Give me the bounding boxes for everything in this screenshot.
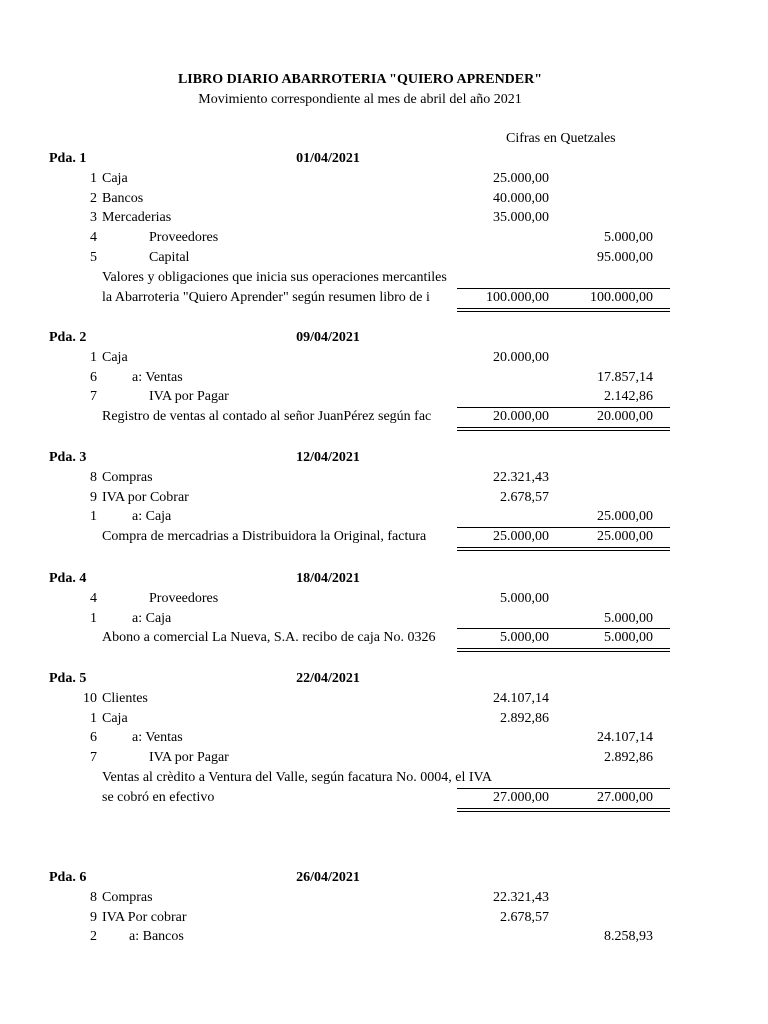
entry-label: Pda. 6 — [49, 870, 87, 885]
account-number: 4 — [90, 230, 97, 246]
total-rule — [457, 788, 670, 789]
entry-description: se cobró en efectivo — [102, 789, 215, 805]
total-debit: 20.000,00 — [493, 409, 549, 425]
account-name: a: Bancos — [129, 929, 184, 945]
total-double-rule-bottom — [457, 311, 670, 312]
account-number: 8 — [90, 469, 97, 485]
account-number: 9 — [90, 909, 97, 925]
account-number: 8 — [90, 889, 97, 905]
page-title: LIBRO DIARIO ABARROTERIA "QUIERO APRENDER" — [177, 72, 543, 87]
currency-note: Cifras en Quetzales — [506, 131, 616, 146]
account-number: 2 — [90, 929, 97, 945]
account-number: 6 — [90, 730, 97, 746]
credit-amount: 2.142,86 — [604, 389, 653, 405]
entry-label: Pda. 2 — [49, 330, 87, 345]
account-name: Compras — [102, 469, 153, 485]
total-debit: 27.000,00 — [493, 789, 549, 805]
debit-amount: 22.321,43 — [493, 469, 549, 485]
account-number: 1 — [90, 509, 97, 525]
debit-amount: 24.107,14 — [493, 690, 549, 706]
debit-amount: 22.321,43 — [493, 889, 549, 905]
credit-amount: 5.000,00 — [604, 610, 653, 626]
credit-amount: 95.000,00 — [597, 250, 653, 265]
total-double-rule-top — [457, 648, 670, 649]
account-number: 1 — [90, 349, 97, 365]
page-subtitle: Movimiento correspondiente al mes de abril del año 2021 — [198, 92, 522, 107]
account-name: a: Ventas — [132, 369, 183, 385]
total-debit: 5.000,00 — [500, 630, 549, 646]
account-name: Mercaderias — [102, 210, 172, 226]
debit-amount: 35.000,00 — [493, 210, 549, 226]
total-double-rule-top — [457, 308, 670, 309]
account-number: 1 — [90, 610, 97, 626]
entry-date: 18/04/2021 — [296, 571, 360, 586]
account-name: IVA por Pagar — [149, 389, 229, 405]
account-number: 10 — [83, 690, 97, 706]
entry-label: Pda. 3 — [49, 450, 87, 465]
credit-amount: 5.000,00 — [604, 230, 653, 246]
debit-amount: 40.000,00 — [493, 190, 549, 206]
account-number: 1 — [90, 170, 97, 186]
account-name: Caja — [102, 349, 128, 365]
entry-date: 26/04/2021 — [296, 870, 360, 885]
total-double-rule-bottom — [457, 811, 670, 812]
entry-description: Abono a comercial La Nueva, S.A. recibo de caja No. 0326 — [102, 630, 436, 646]
account-name: IVA Por cobrar — [102, 909, 187, 925]
total-credit: 25.000,00 — [597, 529, 653, 545]
debit-amount: 5.000,00 — [500, 590, 549, 606]
total-credit: 5.000,00 — [604, 630, 653, 646]
entry-date: 22/04/2021 — [296, 671, 360, 686]
total-double-rule-top — [457, 808, 670, 809]
total-credit: 27.000,00 — [597, 789, 653, 805]
total-credit: 100.000,00 — [590, 289, 653, 305]
account-name: a: Caja — [132, 610, 172, 626]
debit-amount: 2.678,57 — [500, 909, 549, 925]
credit-amount: 17.857,14 — [597, 369, 653, 385]
entry-date: 12/04/2021 — [296, 450, 360, 465]
entry-label: Pda. 1 — [49, 151, 87, 166]
total-credit: 20.000,00 — [597, 409, 653, 425]
account-name: Caja — [102, 170, 128, 186]
total-double-rule-bottom — [457, 430, 670, 431]
debit-amount: 2.892,86 — [500, 710, 549, 726]
entry-date: 09/04/2021 — [296, 330, 360, 345]
account-number: 7 — [90, 750, 97, 766]
account-number: 1 — [90, 710, 97, 726]
account-name: Compras — [102, 889, 153, 905]
total-rule — [457, 628, 670, 629]
total-double-rule-bottom — [457, 550, 670, 551]
total-rule — [457, 527, 670, 528]
credit-amount: 25.000,00 — [597, 509, 653, 525]
entry-label: Pda. 4 — [49, 571, 87, 586]
account-number: 4 — [90, 590, 97, 606]
account-name: Clientes — [102, 690, 148, 706]
total-debit: 100.000,00 — [486, 289, 549, 305]
account-name: Caja — [102, 710, 128, 726]
credit-amount: 2.892,86 — [604, 750, 653, 766]
account-name: Bancos — [102, 190, 144, 206]
account-number: 5 — [90, 250, 97, 265]
entry-description: Valores y obligaciones que inicia sus operaciones mercantiles — [102, 269, 447, 285]
account-name: Capital — [149, 250, 190, 265]
account-number: 7 — [90, 389, 97, 405]
total-rule — [457, 407, 670, 408]
entry-description: Ventas al crèdito a Ventura del Valle, según facatura No. 0004, el IVA — [102, 770, 492, 785]
debit-amount: 2.678,57 — [500, 489, 549, 505]
account-number: 9 — [90, 489, 97, 505]
total-rule — [457, 288, 670, 289]
entry-date: 01/04/2021 — [296, 151, 360, 166]
account-number: 3 — [90, 210, 97, 226]
credit-amount: 24.107,14 — [597, 730, 653, 746]
account-number: 2 — [90, 190, 97, 206]
account-name: Proveedores — [149, 230, 219, 246]
account-name: a: Caja — [132, 509, 172, 525]
total-double-rule-top — [457, 427, 670, 428]
total-double-rule-top — [457, 547, 670, 548]
total-double-rule-bottom — [457, 651, 670, 652]
entry-label: Pda. 5 — [49, 671, 87, 686]
account-name: IVA por Pagar — [149, 750, 229, 766]
account-name: Proveedores — [149, 590, 219, 606]
entry-description: Compra de mercadrias a Distribuidora la Original, factura — [102, 529, 427, 545]
entry-description: Registro de ventas al contado al señor JuanPérez según fac — [102, 409, 432, 425]
debit-amount: 20.000,00 — [493, 349, 549, 365]
debit-amount: 25.000,00 — [493, 170, 549, 186]
entry-description: la Abarroteria "Quiero Aprender" según resumen libro de i — [102, 289, 430, 305]
account-name: a: Ventas — [132, 730, 183, 746]
account-number: 6 — [90, 369, 97, 385]
account-name: IVA por Cobrar — [102, 489, 189, 505]
credit-amount: 8.258,93 — [604, 929, 653, 945]
total-debit: 25.000,00 — [493, 529, 549, 545]
